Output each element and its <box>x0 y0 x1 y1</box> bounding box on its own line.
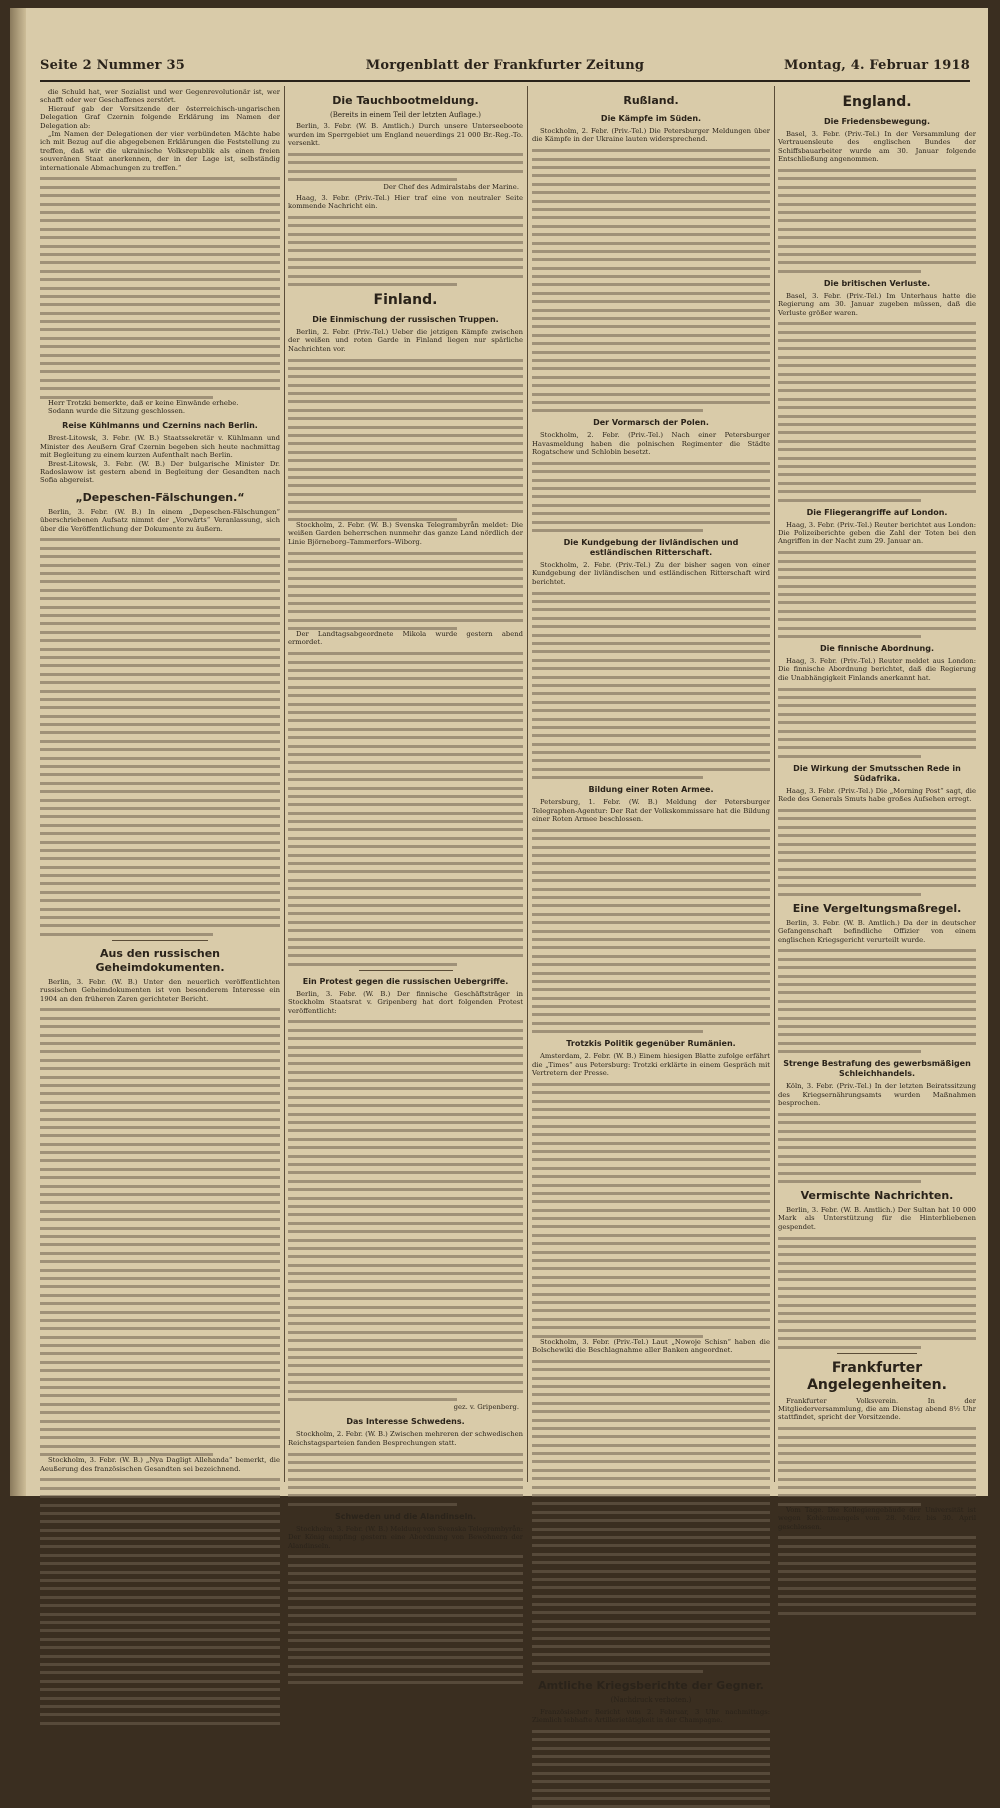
headline: Aus den russischen Geheimdokumenten. <box>95 946 225 974</box>
article-text: Französischer Bericht vom 2. Februar, 3 Uhr nachmittags: Ziemlich lebhafte Artillerietätigkeit in der Champagne. <box>532 1707 770 1725</box>
article-text: Berlin, 2. Febr. (Priv.-Tel.) Ueber die jetzigen Kämpfe zwischen der weißen und roten Garde in Finland liegen nur spärliche Nachrichten vor. <box>288 327 523 353</box>
page-binding-edge <box>10 8 26 1496</box>
article-text: „Im Namen der Delegationen der vier verbündeten Mächte habe ich mit Bezug auf die abgegebenen Erklärungen die Feststellung zu treffen, daß wir die ukrainische Volksrepublik als einen freien souveränen Staat anerkennen, der in der Lage ist, selbständig internationale Abmachungen zu treffen.“ <box>40 130 280 172</box>
text-lines <box>288 552 523 631</box>
text-lines <box>532 1730 770 1808</box>
headline: Die Fliegerangriffe auf London. <box>806 507 948 517</box>
article-text: die Schuld hat, wer Sozialist und wer Gegenrevolutionär ist, wer schafft oder wer Geschaffenes zerstört. <box>40 88 280 105</box>
headline: England. <box>842 94 912 110</box>
headline: „Depeschen-Fälschungen.“ <box>75 490 245 504</box>
column-1 <box>40 88 280 1482</box>
page-header <box>40 58 970 78</box>
article-text: Amsterdam, 2. Febr. (W. B.) Einem hiesigen Blatte zufolge erfährt die „Times“ aus Petersburg: Trotzki erklärte in einem Gespräch mit Vertretern der Presse. <box>532 1052 770 1078</box>
text-lines <box>288 1555 523 1684</box>
headline: Strenge Bestrafung des gewerbsmäßigen Schleichhandels. <box>783 1059 971 1079</box>
text-lines <box>778 1536 976 1615</box>
article-signature: Der Chef des Admiralstabs der Marine. <box>383 183 519 192</box>
article-text: Berlin, 3. Febr. (W. B.) In einem „Depeschen-Fälschungen“ überschriebenen Aufsatz nimmt der „Vorwärts“ Veranlassung, sich über die Veröffentlichung der Dokumente zu äußern. <box>40 507 280 533</box>
headline: Vermischte Nachrichten. <box>800 1188 954 1202</box>
headline: Eine Vergeltungsmaßregel. <box>792 901 962 915</box>
text-lines <box>778 551 976 638</box>
headline: Ein Protest gegen die russischen Uebergriffe. <box>302 976 509 986</box>
article-text: Haag, 3. Febr. (Priv.-Tel.) Die „Morning Post“ sagt, die Rede des Generals Smuts habe großes Aufsehen erregt. <box>778 786 976 804</box>
article-text: Petersburg, 1. Febr. (W. B.) Meldung der Petersburger Telegraphen-Agentur: Der Rat der Volkskommissare hat die Bildung einer Roten Armee beschlossen. <box>532 798 770 824</box>
headline: Die Friedensbewegung. <box>823 117 931 126</box>
page-number: Seite 2 Nummer 35 <box>40 58 185 73</box>
article-signature: gez. v. Gripenberg. <box>453 1402 519 1411</box>
article-text: Berlin, 3. Febr. (W. B.) Der finnische Geschäftsträger in Stockholm Staatsrat v. Gripenberg hat dort folgenden Protest veröffentlicht: <box>288 989 523 1015</box>
text-lines <box>288 652 523 965</box>
headline: Schweden und die Alandinseln. <box>334 1511 477 1521</box>
article-text: Stockholm, 3. Febr. (Priv.-Tel.) Laut „Nowoje Schisn“ haben die Bolschewiki die Beschlagnahme aller Banken angeordnet. <box>532 1337 770 1354</box>
article-text: Berlin, 3. Febr. (W. B. Amtlich.) Durch unsere Unterseeboote wurden im Sperrgebiet um England neuerdings 21 000 Br.-Reg.-To. versenkt. <box>288 122 523 148</box>
article-text: Der Landtagsabgeordnete Mikola wurde gestern abend ermordet. <box>288 630 523 647</box>
article-text: Frankfurter Volksverein. In der Mitgliederversammlung, die am Dienstag abend 8½ Uhr stattfindet, spricht der Vorsitzende. <box>778 1396 976 1422</box>
headline: Die Kämpfe im Süden. <box>600 114 702 123</box>
text-lines <box>778 322 976 501</box>
text-lines <box>40 1008 280 1456</box>
article-text: Berlin, 3. Febr. (W. B. Amtlich.) Da der in deutscher Gefangenschaft befindliche Offizier von einem englischen Kriegsgericht verurteilt wurde. <box>778 918 976 944</box>
text-lines <box>40 177 280 398</box>
text-lines <box>532 462 770 532</box>
article-text: Brest-Litowsk, 3. Febr. (W. B.) Der bulgarische Minister Dr. Radoslawow ist gestern abend in Begleitung der Gesandten nach Sofia abgereist. <box>40 459 280 485</box>
article-text: Brest-Litowsk, 3. Febr. (W. B.) Staatssekretär v. Kühlmann und Minister des Aeußern Graf Czernin begeben sich heute nachmittag mit Begleitung zu einem kurzen Aufenthalt nach Berlin. <box>40 434 280 460</box>
headline: Frankfurter Angelegenheiten. <box>807 1359 947 1393</box>
header-rule <box>40 80 970 82</box>
section-divider <box>837 1353 916 1354</box>
article-text: Herr Trotzki bemerkte, daß er keine Einwände erhebe. <box>48 398 239 407</box>
issue-date: Montag, 4. Februar 1918 <box>784 58 970 73</box>
headline: Trotzkis Politik gegenüber Rumänien. <box>566 1039 736 1049</box>
text-lines <box>532 1360 770 1673</box>
article-text: Sodann wurde die Sitzung geschlossen. <box>48 407 186 416</box>
article-text: Basel, 3. Febr. (Priv.-Tel.) Im Unterhaus hatte die Regierung am 30. Januar zugeben müssen, daß die Verluste größer waren. <box>778 291 976 317</box>
section-divider <box>359 970 453 971</box>
text-lines <box>778 1427 976 1506</box>
text-lines <box>532 592 770 780</box>
headline: Bildung einer Roten Armee. <box>588 785 714 795</box>
text-lines <box>288 1453 523 1506</box>
column-divider <box>284 86 285 1482</box>
text-lines <box>532 1083 770 1338</box>
text-lines <box>778 1113 976 1183</box>
headline: Die Einmischung der russischen Truppen. <box>312 314 499 324</box>
column-2 <box>288 88 523 1550</box>
text-lines <box>288 1020 523 1401</box>
article-text: Stockholm, 2. Febr. (W. B.) Svenska Telegrambyrån meldet: Die weißen Garden beherrschen nunmehr das ganze Land nördlich der Linie Björneborg–Tammerfors–Wiborg. <box>288 520 523 546</box>
column-divider <box>527 86 528 1482</box>
column-3 <box>532 88 770 1725</box>
article-text: Stockholm, 3. Febr. (W. B.) Meldung von Svenska Telegrambyrån: Der König empfing gestern eine Abordnung von Bewohnern der Alandinseln. <box>288 1524 523 1550</box>
text-lines <box>40 538 280 935</box>
newspaper-page <box>10 8 988 1725</box>
article-text: Haag, 3. Febr. (Priv.-Tel.) Reuter berichtet aus London: Die Polizeiberichte geben die Zahl der Toten bei den Angriffen in der Nacht zum 29. Januar an. <box>778 520 976 546</box>
text-lines <box>532 149 770 412</box>
article-text: Hierauf gab der Vorsitzende der österreichisch-ungarischen Delegation Graf Czernin folgende Erklärung im Namen der Delegation ab: <box>40 104 280 130</box>
article-text: Stockholm, 2. Febr. (Priv.-Tel.) Die Petersburger Meldungen über die Kämpfe in der Ukraine lauten widersprechend. <box>532 127 770 144</box>
subheadline: (Bereits in einem Teil der letzten Auflage.) <box>330 111 481 119</box>
article-text: Köln, 3. Febr. (Priv.-Tel.) In der letzten Beiratssitzung des Kriegsernährungsamts wurden Maßnahmen besprochen. <box>778 1082 976 1107</box>
headline: Die Wirkung der Smutsschen Rede in Südafrika. <box>793 763 961 783</box>
text-lines <box>532 829 770 1033</box>
text-lines <box>288 216 523 286</box>
text-lines <box>778 809 976 896</box>
headline: Die Kundgebung der livländischen und estländischen Ritterschaft. <box>563 538 739 558</box>
masthead: Morgenblatt der Frankfurter Zeitung <box>365 58 645 73</box>
text-lines <box>778 688 976 758</box>
article-text: Haag, 3. Febr. (Priv.-Tel.) Hier traf eine von neutraler Seite kommende Nachricht ein. <box>288 193 523 210</box>
headline: Rußland. <box>623 94 679 107</box>
article-text: Vom Tage. Die Kollegiengebäude der Universität ist wegen Kohlenmangels vom 28. März bis 30. April geschlossen. <box>778 1505 976 1531</box>
headline: Finland. <box>373 291 438 308</box>
section-divider <box>112 940 208 941</box>
article-text: Stockholm, 3. Febr. (W. B.) „Nya Dagligt Allehanda“ bemerkt, die Aeußerung des französischen Gesandten sei bezeichnend. <box>40 1456 280 1473</box>
headline: Der Vormarsch der Polen. <box>593 418 709 428</box>
column-4 <box>778 88 976 1531</box>
text-lines <box>40 1478 280 1724</box>
article-text: Stockholm, 2. Febr. (Priv.-Tel.) Zu der bisher sagen von einer Kundgebung der livländischen und estländischen Ritterschaft wird berichtet. <box>532 561 770 586</box>
headline: Die finnische Abordnung. <box>819 644 934 654</box>
headline: Die britischen Verluste. <box>823 278 931 288</box>
article-text: Stockholm, 2. Febr. (Priv.-Tel.) Nach einer Petersburger Havasmeldung haben die polnischen Regimenter die Städte Rogatschew und Schlobin besetzt. <box>532 431 770 457</box>
article-text: Stockholm, 2. Febr. (W. B.) Zwischen mehreren der schwedischen Reichstagsparteien fanden Besprechungen statt. <box>288 1430 523 1447</box>
headline: Amtliche Kriegsberichte der Gegner. <box>538 1679 764 1693</box>
article-text: Basel, 3. Febr. (Priv.-Tel.) In der Versammlung der Vertrauensleute des englischen Bundes der Schiffsbauarbeiter wurde am 30. Januar folgende Entschließung angenommen. <box>778 130 976 164</box>
headline: Das Interesse Schwedens. <box>346 1417 465 1427</box>
text-lines <box>778 1237 976 1349</box>
article-text: Haag, 3. Febr. (Priv.-Tel.) Reuter meldet aus London: Die finnische Abordnung berichtet, daß die Regierung die Unabhängigkeit Finlands anerkannt hat. <box>778 657 976 682</box>
article-text: Berlin, 3. Febr. (W. B. Amtlich.) Der Sultan hat 10 000 Mark als Unterstützung für die Hinterbliebenen gespendet. <box>778 1205 976 1231</box>
text-lines <box>288 359 523 521</box>
subheadline: (Nachdruck verboten.) <box>610 1696 692 1705</box>
text-lines <box>288 153 523 181</box>
text-lines <box>778 169 976 273</box>
headline: Die Tauchbootmeldung. <box>332 94 479 107</box>
headline: Reise Kühlmanns und Czernins nach Berlin. <box>62 421 258 431</box>
article-text: Berlin, 3. Febr. (W. B.) Unter den neuerlich veröffentlichten russischen Geheimdokumenten ist von besonderem Interesse ein 1904 an den früheren Zaren gerichteter Bericht. <box>40 977 280 1003</box>
column-divider <box>774 86 775 1482</box>
text-lines <box>778 949 976 1053</box>
